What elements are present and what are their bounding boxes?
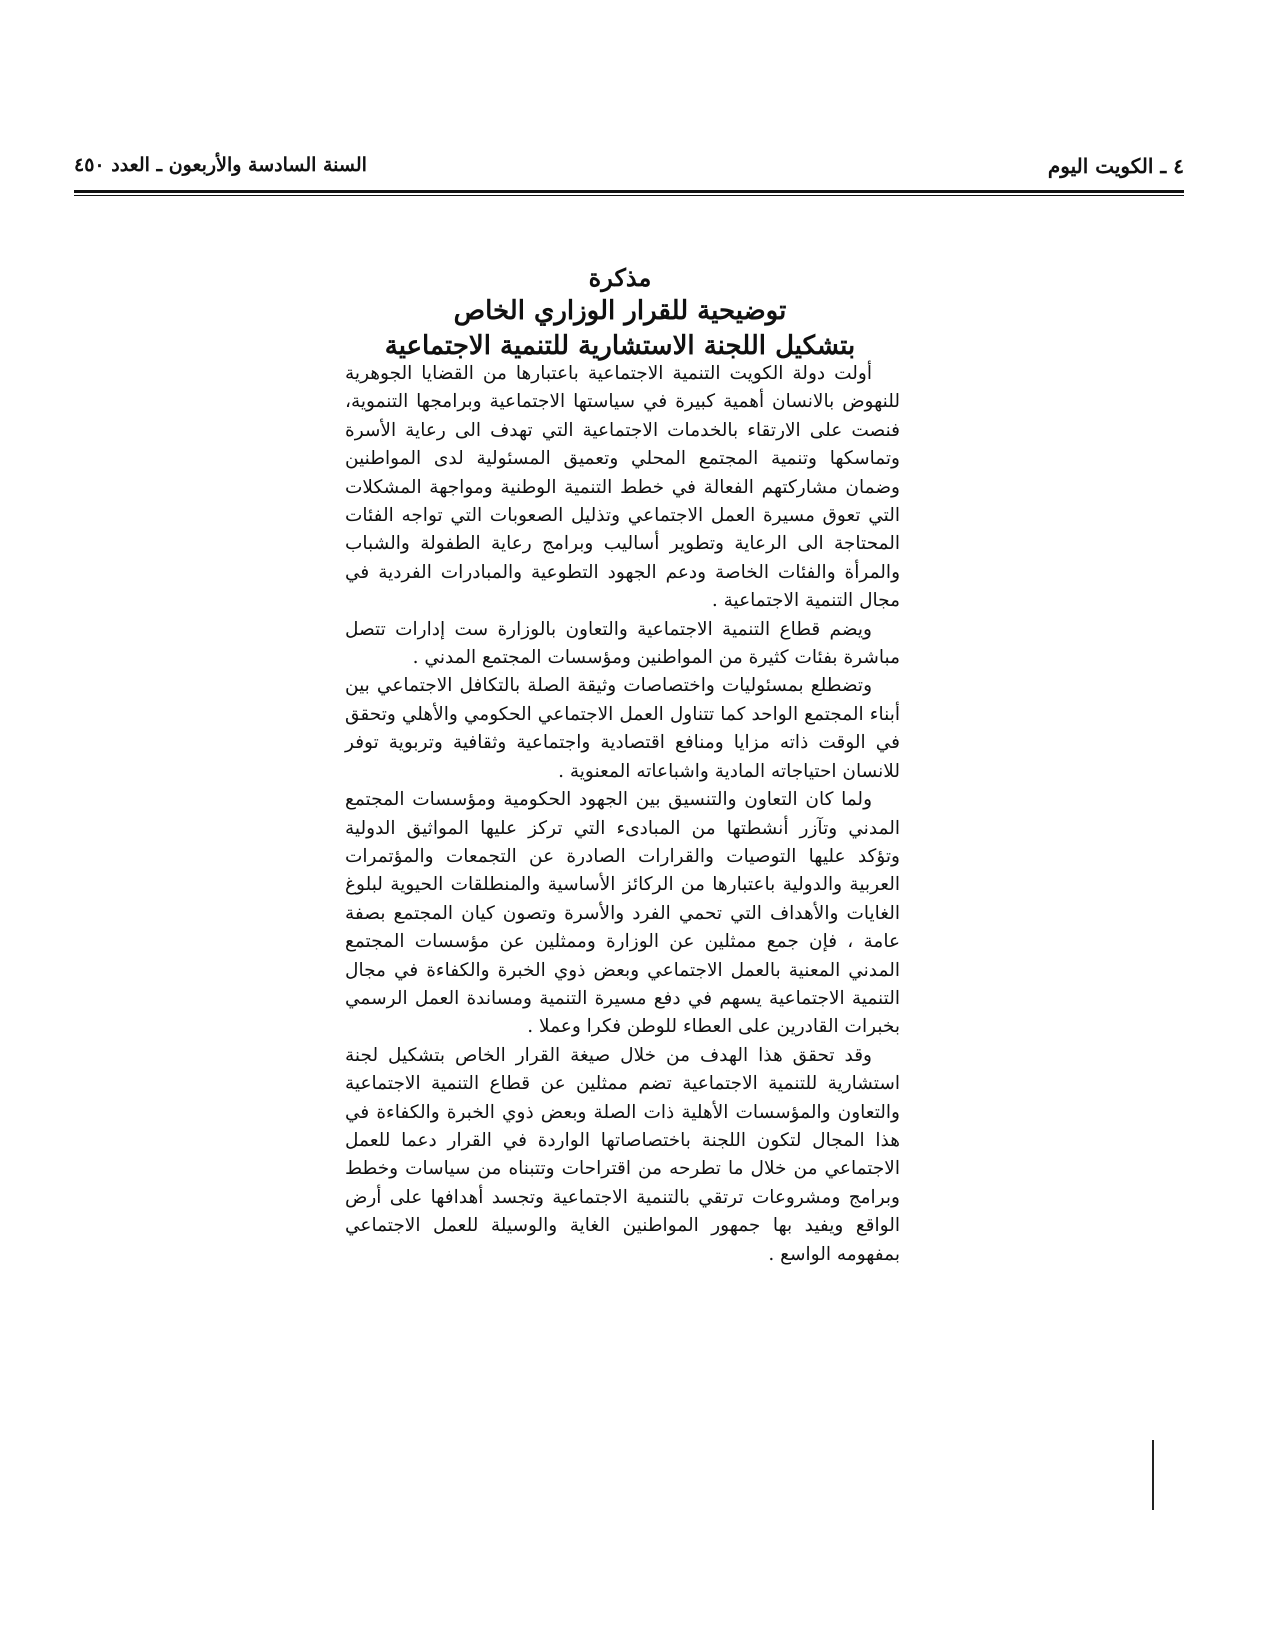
page-number-publication: ٤ ـ الكويت اليوم	[1047, 154, 1184, 178]
memo-subtitle-2: بتشكيل اللجنة الاستشارية للتنمية الاجتماعية	[384, 331, 856, 362]
memo-subtitle-1: توضيحية للقرار الوزاري الخاص	[453, 296, 787, 327]
paragraph-2: ويضم قطاع التنمية الاجتماعية والتعاون بالوزارة ست إدارات تتصل مباشرة بفئات كثيرة من المواطنين ومؤسسات المجتمع المدني .	[345, 618, 900, 669]
issue-info: السنة السادسة والأربعون ـ العدد ٤٥٠	[74, 154, 367, 176]
paragraph-5: وقد تحقق هذا الهدف من خلال صيغة القرار الخاص بتشكيل لجنة استشارية للتنمية الاجتماعية تضم ممثلين عن قطاع التنمية الاجتماعية والتعاون والمؤسسات الأهلية ذات الصلة وبعض ذوي الخبرة والكفاءة في هذا المجال لتكون اللجنة باختصاصاتها الواردة في القرار دعما للعمل الاجتماعي من خلال ما تطرحه من اقتراحات وتتبناه من سياسات وخطط وبرامج ومشروعات ترتقي بالتنمية الاجتماعية وتجسد أهدافها على أرض الواقع ويفيد بها جمهور المواطنين الغاية والوسيلة للعمل الاجتماعي بمفهومه الواسع .	[345, 1044, 900, 1265]
margin-mark	[1152, 1440, 1154, 1510]
header-rule-thin	[74, 195, 1184, 196]
memo-title: مذكرة	[588, 263, 652, 292]
memo-title-block	[340, 262, 900, 365]
page-header	[74, 150, 1184, 190]
memo-body	[345, 360, 900, 1269]
paragraph-1: أولت دولة الكويت التنمية الاجتماعية باعتبارها من القضايا الجوهرية للنهوض بالانسان أهمية كبيرة في سياستها الاجتماعية وبرامجها التنموية، فنصت على الارتقاء بالخدمات الاجتماعية التي تهدف الى رعاية الأسرة وتماسكها وتنمية المجتمع المحلي وتعميق المسئولية لدى المواطنين وضمان مشاركتهم الفعالة في خطط التنمية الوطنية ومواجهة المشكلات التي تعوق مسيرة العمل الاجتماعي وتذليل الصعوبات التي تواجه الفئات المحتاجة الى الرعاية وتطوير أساليب وبرامج رعاية الطفولة والشباب والمرأة والفئات الخاصة ودعم الجهود التطوعية والمبادرات الفردية في مجال التنمية الاجتماعية .	[345, 363, 900, 612]
header-rule-thick	[74, 190, 1184, 193]
paragraph-3: وتضطلع بمسئوليات واختصاصات وثيقة الصلة بالتكافل الاجتماعي بين أبناء المجتمع الواحد كما تتناول العمل الاجتماعي الحكومي والأهلي وتحقق في الوقت ذاته مزايا ومنافع اقتصادية واجتماعية وثقافية وتربوية توفر للانسان احتياجاته المادية واشباعاته المعنوية .	[345, 675, 900, 782]
paragraph-4: ولما كان التعاون والتنسيق بين الجهود الحكومية ومؤسسات المجتمع المدني وتآزر أنشطتها من المبادىء التي تركز عليها المواثيق الدولية وتؤكد عليها التوصيات والقرارات الصادرة عن التجمعات والمؤتمرات العربية والدولية باعتبارها من الركائز الأساسية والمنطلقات الحيوية لبلوغ الغايات والأهداف التي تحمي الفرد والأسرة وتصون كيان المجتمع بصفة عامة ، فإن جمع ممثلين عن الوزارة وممثلين عن مؤسسات المجتمع المدني المعنية بالعمل الاجتماعي وبعض ذوي الخبرة والكفاءة في مجال التنمية الاجتماعية يسهم في دفع مسيرة التنمية ومساندة العمل الرسمي بخبرات القادرين على العطاء للوطن فكرا وعملا .	[345, 789, 900, 1038]
